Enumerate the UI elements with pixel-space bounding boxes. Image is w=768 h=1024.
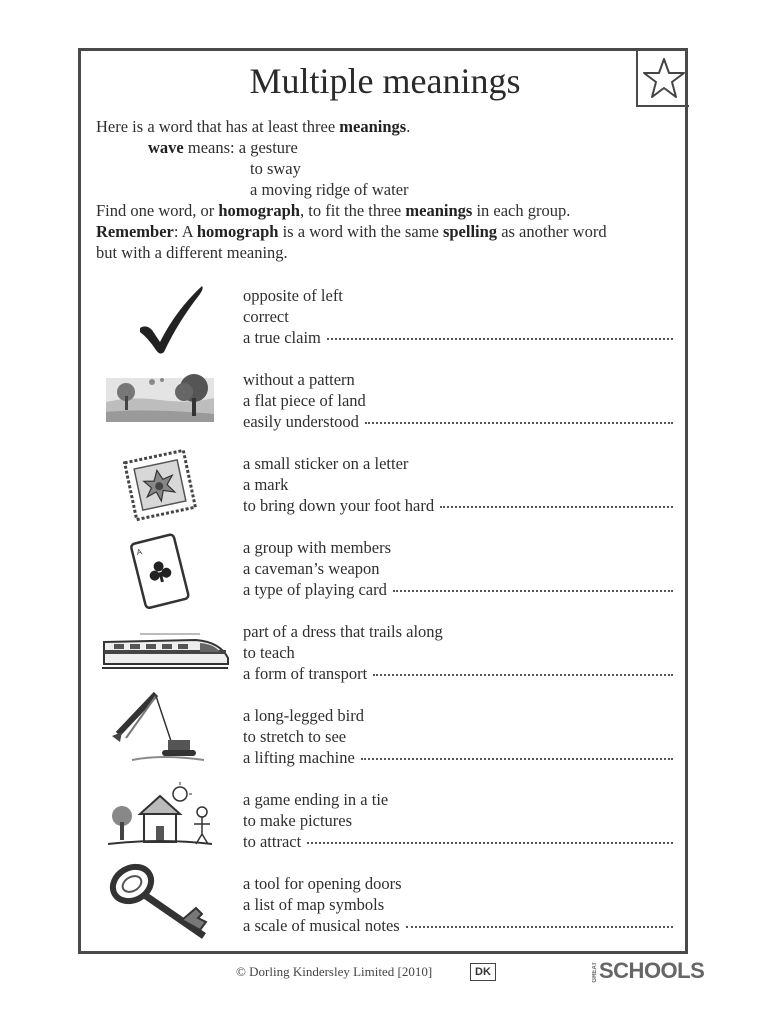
answer-line[interactable] — [243, 915, 673, 936]
clue: correct — [243, 307, 289, 326]
greatschools-logo — [592, 958, 704, 984]
answer-dots[interactable] — [373, 674, 673, 676]
star-icon — [642, 56, 686, 100]
landscape-picture — [104, 368, 216, 424]
instructions — [96, 116, 676, 263]
answer-line[interactable] — [243, 747, 673, 768]
clue: a list of map symbols — [243, 895, 385, 914]
answer-line[interactable] — [243, 495, 673, 516]
clue: a flat piece of land — [243, 391, 366, 410]
answer-dots[interactable] — [307, 842, 673, 844]
example-meaning: a moving ridge of water — [250, 180, 409, 199]
remember-note-cont: but with a different meaning. — [96, 243, 288, 262]
clue: a true claim — [243, 328, 321, 347]
clue: part of a dress that trails along — [243, 622, 443, 641]
clue: opposite of left — [243, 286, 343, 305]
clue: without a pattern — [243, 370, 355, 389]
clue: a caveman’s weapon — [243, 559, 380, 578]
clue: to teach — [243, 643, 295, 662]
copyright-notice: © Dorling Kindersley Limited [2010] — [236, 964, 433, 979]
find-instruction: Find one word, or homograph, to fit the three meanings in each group. — [96, 201, 571, 220]
clue: a lifting machine — [243, 748, 355, 767]
clue-group-2 — [243, 369, 673, 432]
example-meaning: to sway — [250, 159, 301, 178]
clue: a mark — [243, 475, 289, 494]
answer-line[interactable] — [243, 663, 673, 684]
answer-line[interactable] — [243, 831, 673, 852]
postage-stamp-picture — [120, 446, 200, 524]
clue: to make pictures — [243, 811, 353, 830]
svg-text:A: A — [135, 547, 143, 558]
clue: a game ending in a tie — [243, 790, 389, 809]
dk-logo: DK — [470, 963, 496, 981]
clue-group-7 — [243, 789, 673, 852]
clue-group-4 — [243, 537, 673, 600]
clue: a small sticker on a letter — [243, 454, 409, 473]
answer-line[interactable] — [243, 411, 673, 432]
answer-line[interactable] — [243, 327, 673, 348]
checkmark-icon — [132, 284, 212, 356]
clue: a long-legged bird — [243, 706, 364, 725]
answer-dots[interactable] — [393, 590, 673, 592]
example-meaning: a gesture — [238, 138, 298, 157]
answer-dots[interactable] — [440, 506, 673, 508]
drawing-picture — [104, 782, 216, 852]
clue-group-8 — [243, 873, 673, 936]
brand-name: SCHOOLS — [599, 958, 705, 983]
crane-picture — [112, 688, 208, 764]
playing-card-picture — [128, 532, 194, 612]
clue: to stretch to see — [243, 727, 347, 746]
clue: easily understood — [243, 412, 359, 431]
answer-dots[interactable] — [361, 758, 673, 760]
answer-dots[interactable] — [365, 422, 673, 424]
clue: a tool for opening doors — [243, 874, 402, 893]
remember-note: Remember: A homograph is a word with the same spelling as another word — [96, 222, 607, 241]
example-word: wave — [148, 138, 184, 157]
clue-group-3 — [243, 453, 673, 516]
train-picture — [100, 630, 230, 672]
clue-group-1 — [243, 285, 673, 348]
clue-group-5 — [243, 621, 673, 684]
clue: a form of transport — [243, 664, 368, 683]
clue: to attract — [243, 832, 302, 851]
answer-dots[interactable] — [327, 338, 673, 340]
page-title: Multiple meanings — [249, 61, 521, 101]
answer-dots[interactable] — [406, 926, 673, 928]
clue: a group with members — [243, 538, 392, 557]
answer-line[interactable] — [243, 579, 673, 600]
clue-group-6 — [243, 705, 673, 768]
clue: to bring down your foot hard — [243, 496, 435, 515]
difficulty-badge — [636, 51, 689, 107]
clue: a type of playing card — [243, 580, 387, 599]
brand-small: GREAT — [592, 961, 598, 983]
example-word-row: wave means: a gesture — [148, 138, 298, 157]
intro-line: Here is a word that has at least three meanings. — [96, 117, 411, 136]
clue: a scale of musical notes — [243, 916, 400, 935]
key-picture — [106, 862, 218, 944]
